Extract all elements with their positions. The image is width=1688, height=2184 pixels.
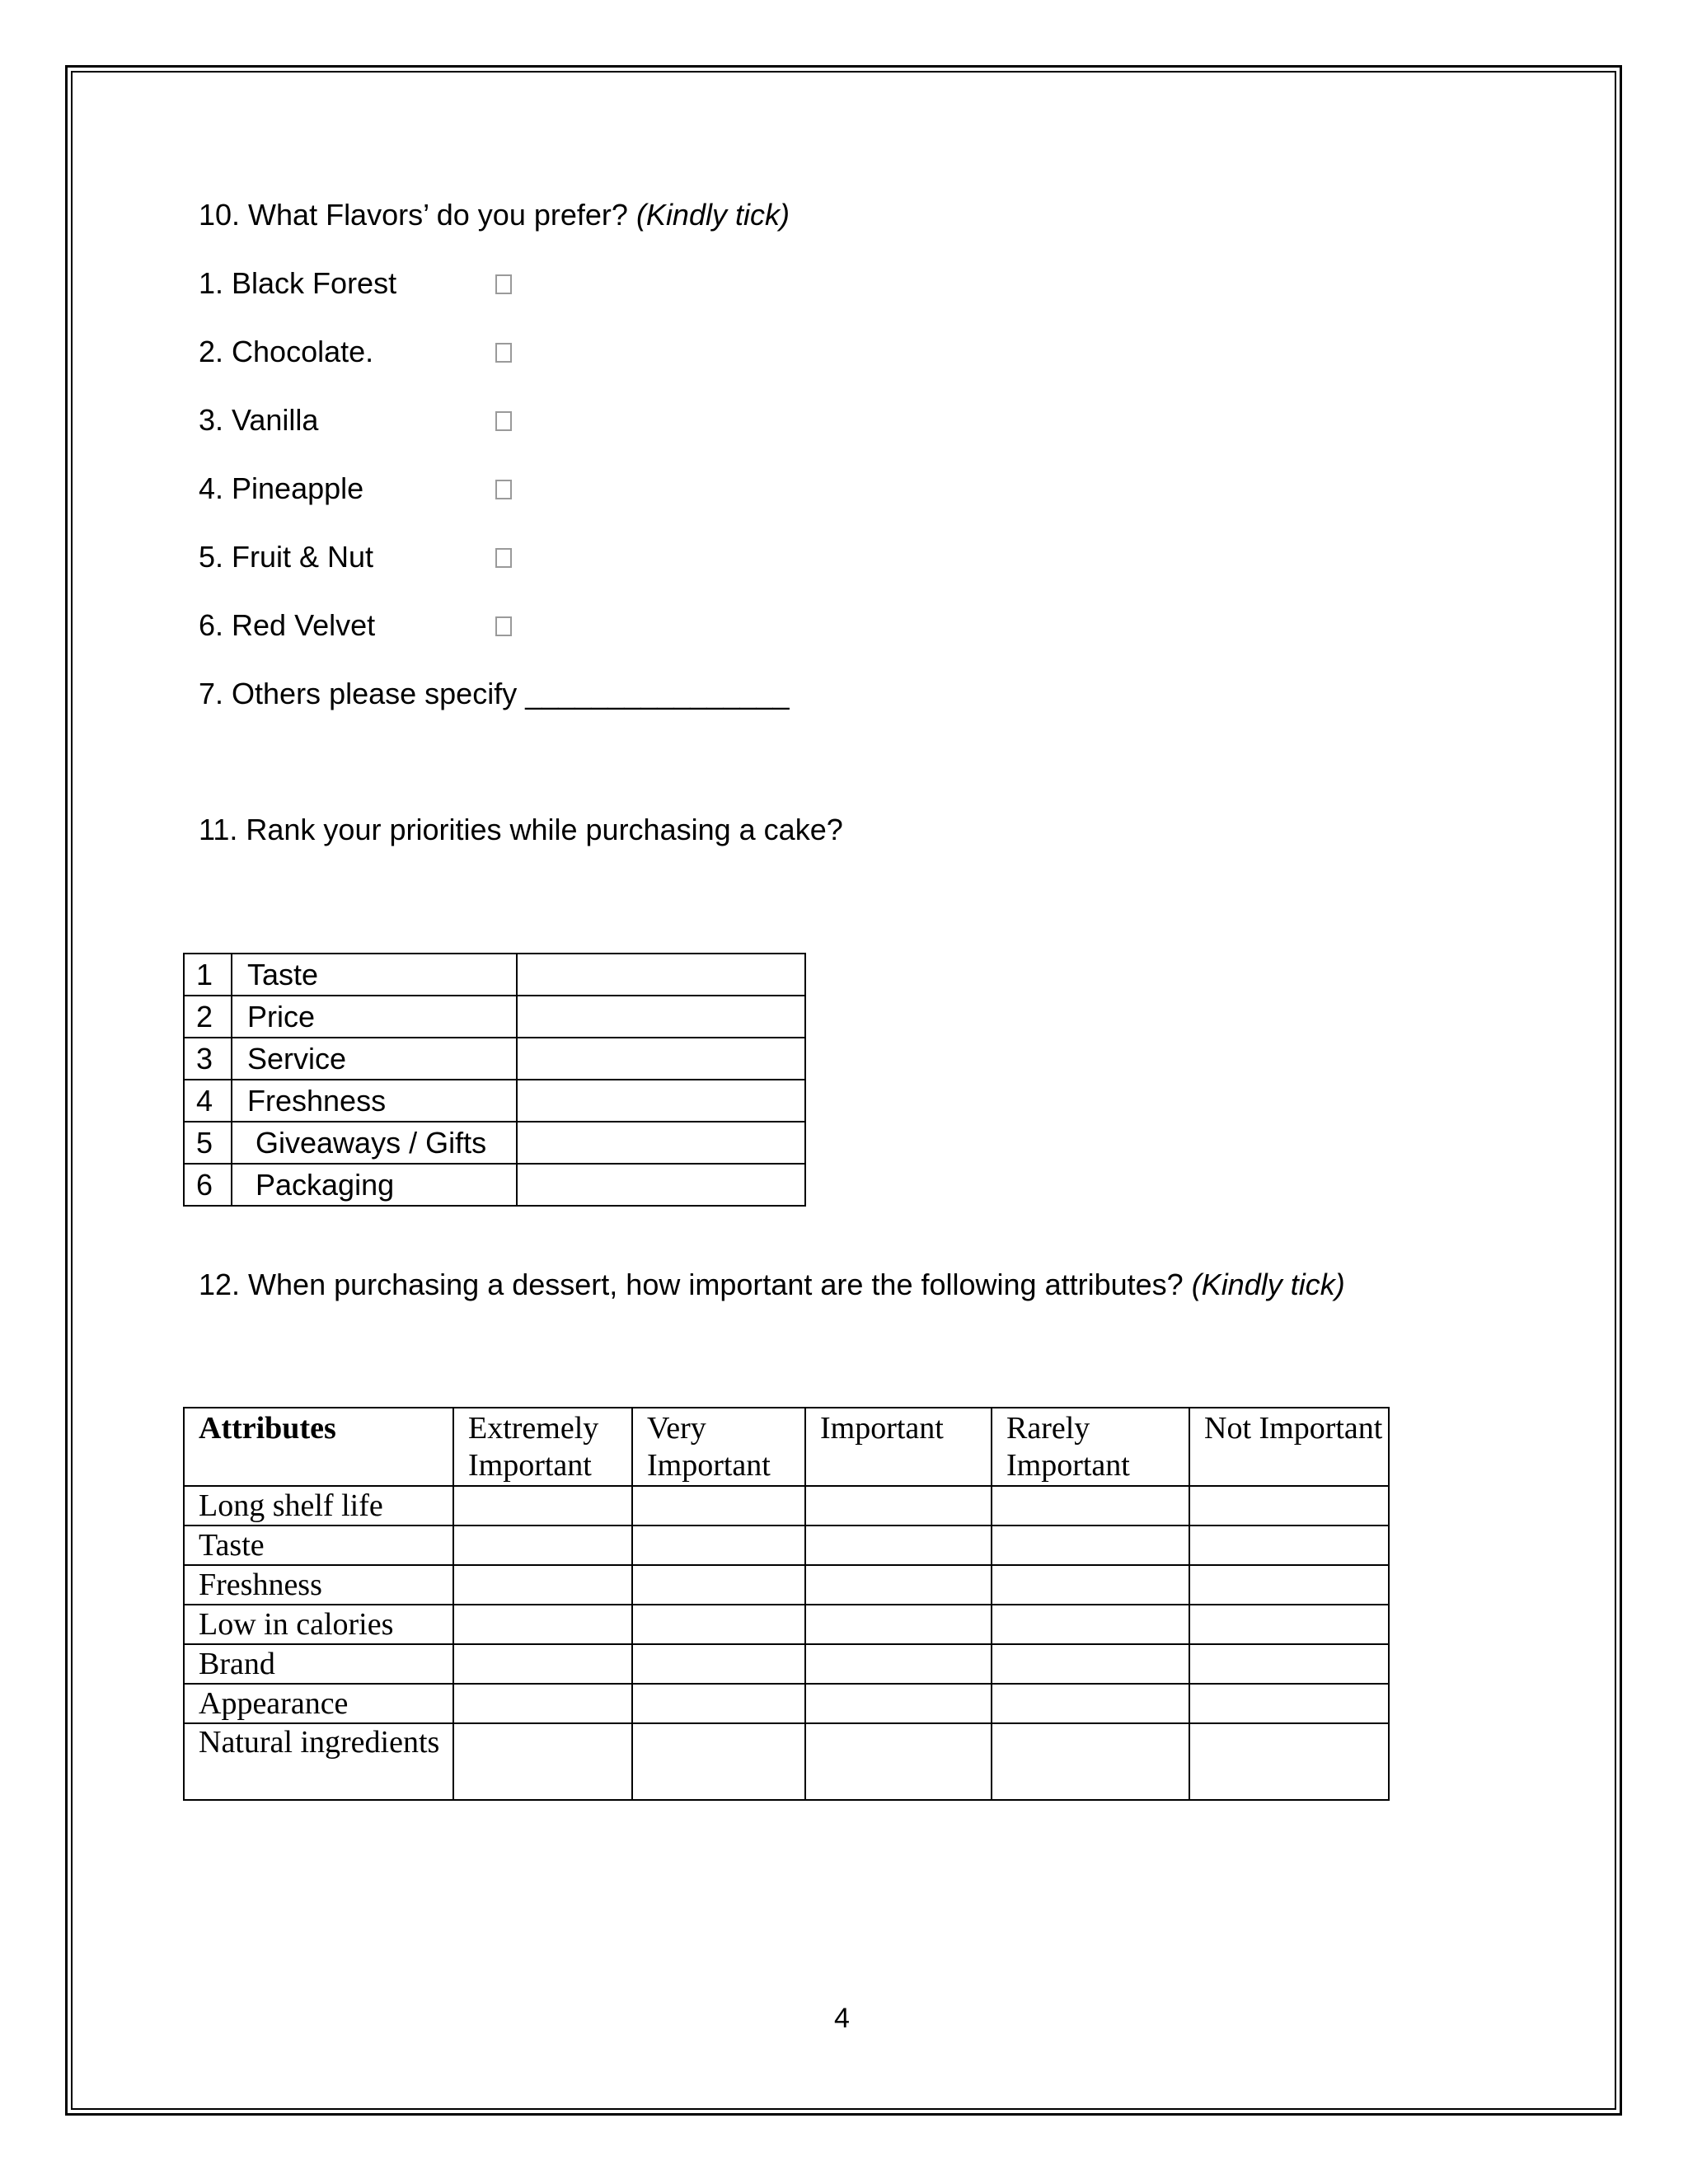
tick-cell[interactable] (805, 1565, 992, 1605)
tick-cell[interactable] (632, 1684, 805, 1723)
tick-cell[interactable] (992, 1526, 1189, 1565)
tick-cell[interactable] (453, 1644, 632, 1684)
rank-number: 2 (184, 996, 232, 1038)
flavor-option: 6. Red Velvet (199, 608, 376, 642)
table-row (184, 1080, 805, 1122)
table-row (184, 1565, 1389, 1605)
flavor-option: 4. Pineapple (199, 471, 364, 505)
tick-cell[interactable] (453, 1486, 632, 1526)
rank-input-cell[interactable] (517, 1080, 805, 1122)
attribute-label: Brand (184, 1644, 453, 1684)
attribute-label: Natural ingredients (184, 1723, 453, 1800)
tick-cell[interactable] (632, 1486, 805, 1526)
tick-cell[interactable] (805, 1684, 992, 1723)
attribute-label: Freshness (184, 1565, 453, 1605)
others-specify-line[interactable]: 7. Others please specify ________________ (199, 677, 790, 710)
flavor-checkbox[interactable] (495, 343, 512, 363)
table-row (184, 1164, 805, 1206)
priority-label: Giveaways / Gifts (232, 1122, 517, 1164)
tick-cell[interactable] (1189, 1605, 1389, 1644)
question-10-hint: (Kindly tick) (635, 198, 790, 232)
priority-label: Service (232, 1038, 517, 1080)
table-row (184, 1526, 1389, 1565)
flavor-option: 2. Chocolate. (199, 335, 374, 368)
tick-cell[interactable] (1189, 1486, 1389, 1526)
tick-cell[interactable] (805, 1723, 992, 1800)
rank-number: 1 (184, 954, 232, 996)
tick-cell[interactable] (453, 1684, 632, 1723)
table-row (184, 954, 805, 996)
priority-label: Packaging (232, 1164, 517, 1206)
rank-input-cell[interactable] (517, 1122, 805, 1164)
table-row (184, 1486, 1389, 1526)
attribute-label: Low in calories (184, 1605, 453, 1644)
tick-cell[interactable] (992, 1565, 1189, 1605)
rank-input-cell[interactable] (517, 954, 805, 996)
question-12-hint: (Kindly tick) (1191, 1268, 1345, 1301)
tick-cell[interactable] (453, 1565, 632, 1605)
rank-input-cell[interactable] (517, 996, 805, 1038)
tick-cell[interactable] (1189, 1565, 1389, 1605)
attributes-importance-table (183, 1407, 1390, 1801)
tick-cell[interactable] (805, 1526, 992, 1565)
tick-cell[interactable] (453, 1526, 632, 1565)
tick-cell[interactable] (632, 1644, 805, 1684)
rank-input-cell[interactable] (517, 1164, 805, 1206)
attribute-label: Taste (184, 1526, 453, 1565)
question-11: 11. Rank your priorities while purchasing a cake? (199, 813, 843, 846)
tick-cell[interactable] (1189, 1526, 1389, 1565)
table-row (184, 1122, 805, 1164)
tick-cell[interactable] (992, 1644, 1189, 1684)
table-row (184, 1605, 1389, 1644)
flavor-option: 5. Fruit & Nut (199, 540, 374, 574)
rank-input-cell[interactable] (517, 1038, 805, 1080)
attribute-label: Appearance (184, 1684, 453, 1723)
priority-label: Freshness (232, 1080, 517, 1122)
flavor-checkbox[interactable] (495, 616, 512, 636)
tick-cell[interactable] (632, 1565, 805, 1605)
flavor-option: 1. Black Forest (199, 266, 397, 300)
tick-cell[interactable] (453, 1605, 632, 1644)
question-12-text: 12. When purchasing a dessert, how important are the following attributes? (199, 1268, 1184, 1301)
tick-cell[interactable] (632, 1605, 805, 1644)
rank-number: 4 (184, 1080, 232, 1122)
tick-cell[interactable] (632, 1526, 805, 1565)
question-12 (199, 1268, 1345, 1302)
tick-cell[interactable] (992, 1605, 1189, 1644)
tick-cell[interactable] (992, 1684, 1189, 1723)
column-header-important: Important (805, 1408, 992, 1486)
flavor-option: 3. Vanilla (199, 403, 319, 437)
column-header-rarely-important: Rarely Important (992, 1408, 1189, 1486)
page-number: 4 (834, 2003, 850, 2034)
column-header-attributes: Attributes (184, 1408, 453, 1486)
attribute-label: Long shelf life (184, 1486, 453, 1526)
tick-cell[interactable] (992, 1723, 1189, 1800)
rank-number: 6 (184, 1164, 232, 1206)
tick-cell[interactable] (992, 1486, 1189, 1526)
tick-cell[interactable] (805, 1605, 992, 1644)
tick-cell[interactable] (1189, 1684, 1389, 1723)
flavor-checkbox[interactable] (495, 548, 512, 568)
column-header-very-important: Very Important (632, 1408, 805, 1486)
priority-rank-table (183, 953, 806, 1207)
tick-cell[interactable] (632, 1723, 805, 1800)
table-row (184, 1684, 1389, 1723)
priority-label: Price (232, 996, 517, 1038)
column-header-extremely-important: Extremely Important (453, 1408, 632, 1486)
flavor-checkbox[interactable] (495, 480, 512, 499)
tick-cell[interactable] (453, 1723, 632, 1800)
tick-cell[interactable] (805, 1486, 992, 1526)
table-row (184, 1644, 1389, 1684)
tick-cell[interactable] (805, 1644, 992, 1684)
tick-cell[interactable] (1189, 1644, 1389, 1684)
table-row (184, 996, 805, 1038)
priority-label: Taste (232, 954, 517, 996)
rank-number: 5 (184, 1122, 232, 1164)
question-10 (199, 198, 790, 232)
tick-cell[interactable] (1189, 1723, 1389, 1800)
column-header-not-important: Not Important (1189, 1408, 1389, 1486)
table-row (184, 1038, 805, 1080)
rank-number: 3 (184, 1038, 232, 1080)
flavor-checkbox[interactable] (495, 411, 512, 431)
flavor-checkbox[interactable] (495, 274, 512, 294)
table-header-row (184, 1408, 1389, 1486)
question-10-text: 10. What Flavors’ do you prefer? (199, 198, 628, 232)
table-row (184, 1723, 1389, 1800)
